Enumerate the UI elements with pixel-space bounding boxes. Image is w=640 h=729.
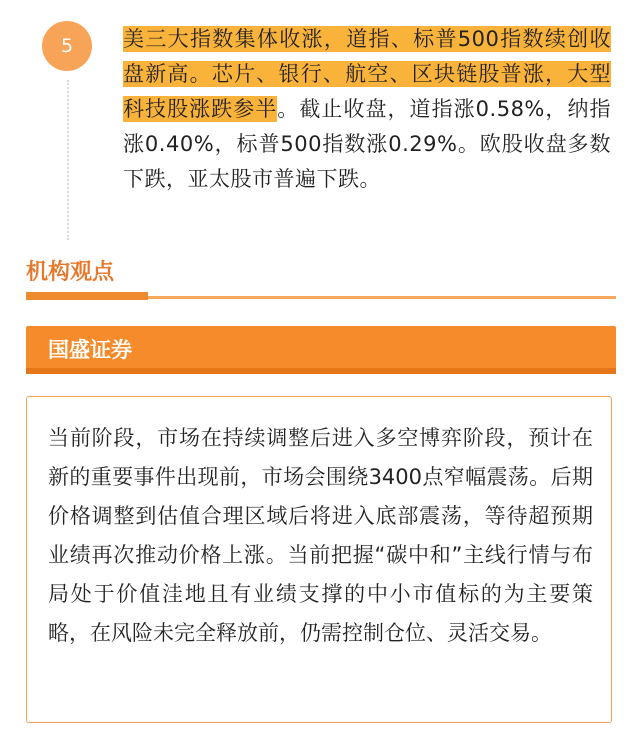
- institution-opinion-text: 当前阶段，市场在持续调整后进入多空博弈阶段，预计在新的重要事件出现前，市场会围绕3400点窄幅震荡。后期价格调整到估值合理区域后将进入底部震荡，等待超预期业绩再次推动价格上涨。当前把握“碳中和”主线行情与布局处于价值洼地且有业绩支撑的中小市值标的为主要策略，在风险未完全释放前，仍需控制仓位、灵活交易。: [48, 426, 593, 645]
- news-body-text: 。截止收盘，道指涨0.58%，纳指涨0.40%，标普500指数涨0.29%。欧股收盘多数下跌，亚太股市普遍下跌。: [123, 97, 612, 191]
- institution-header-shadow: [26, 368, 616, 374]
- news-item-text: [123, 22, 611, 197]
- institution-name: 国盛证券: [48, 338, 132, 362]
- timeline-dotted-line: [67, 80, 69, 240]
- news-number-badge: 5: [42, 21, 92, 71]
- section-divider-accent: [26, 292, 148, 300]
- news-highlight-text: 美三大指数集体收涨，道指、标普500指数续创收盘新高。芯片、银行、航空、区块链股普涨，大型科技股涨跌参半: [123, 27, 611, 121]
- section-title: 机构观点: [26, 260, 115, 285]
